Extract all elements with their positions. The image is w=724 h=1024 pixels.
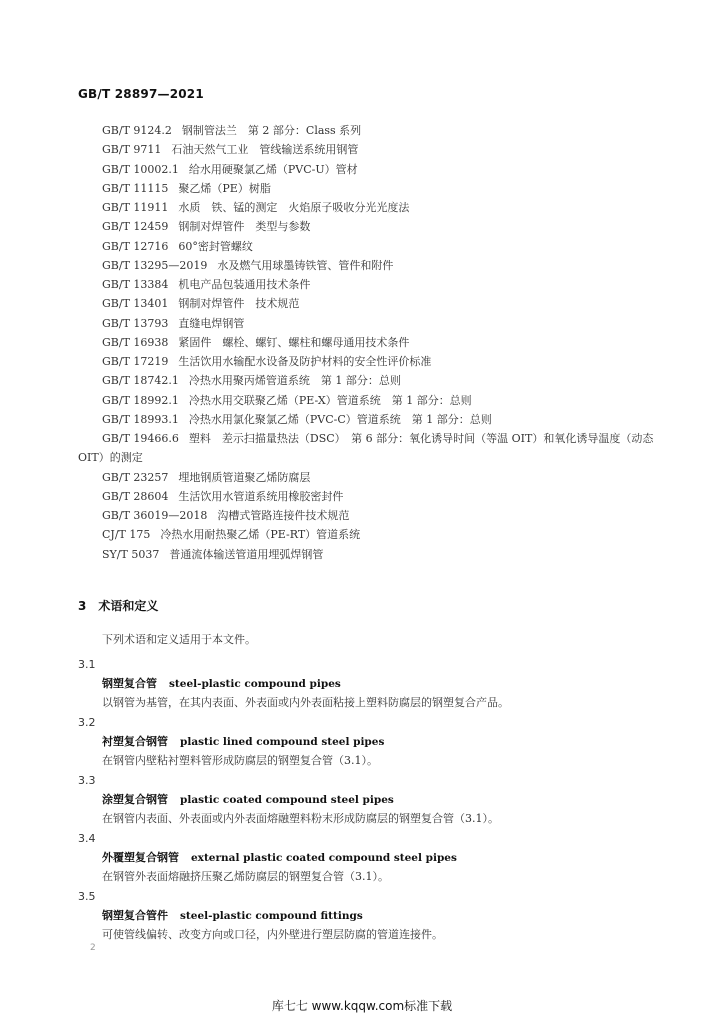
reference-code: SY/T 5037: [102, 547, 160, 561]
term-definition: 在钢管内表面、外表面或内外表面熔融塑料粉末形成防腐层的钢塑复合管（3.1）。: [102, 812, 499, 825]
reference-item: [78, 410, 678, 429]
term-name-en: steel-plastic compound fittings: [180, 910, 363, 922]
reference-item: [78, 275, 678, 294]
reference-title: 埋地钢质管道聚乙烯防腐层: [178, 470, 311, 484]
term-name-en: plastic coated compound steel pipes: [180, 794, 394, 806]
term-name: [78, 674, 678, 693]
term-entry: [78, 772, 678, 830]
reference-item: [78, 160, 678, 179]
term-name: [78, 790, 678, 809]
reference-title: 冷热水用交联聚乙烯（PE-X）管道系统 第 1 部分：总则: [188, 393, 472, 407]
standard-code-header: GB/T 28897—2021: [78, 87, 204, 101]
reference-item: [78, 545, 678, 564]
reference-title: 水质 铁、锰的测定 火焰原子吸收分光光度法: [178, 201, 410, 214]
term-name-zh: 钢塑复合管: [102, 677, 157, 690]
reference-code: GB/T 13295—2019: [102, 258, 208, 272]
term-number: 3.4: [78, 832, 96, 845]
reference-title: 冷热水用氯化聚氯乙烯（PVC-C）管道系统 第 1 部分：总则: [188, 412, 492, 426]
reference-code: GB/T 13401: [102, 297, 169, 311]
reference-code: GB/T 18742.1: [102, 374, 179, 388]
term-definition: 在钢管外表面熔融挤压聚乙烯防腐层的钢塑复合管（3.1）。: [102, 870, 389, 883]
reference-code: GB/T 19466.6: [102, 432, 179, 445]
term-definition: 可使管线偏转、改变方向或口径，内外壁进行塑层防腐的管道连接件。: [102, 928, 443, 941]
reference-item: [78, 429, 668, 468]
reference-code: GB/T 28604: [102, 489, 169, 503]
reference-code: GB/T 10002.1: [102, 162, 179, 176]
reference-item: [78, 217, 678, 236]
reference-title: 沟槽式管路连接件技术规范: [217, 509, 350, 522]
reference-item: [78, 314, 678, 333]
normative-references-list: [78, 121, 678, 564]
reference-item: [78, 391, 678, 410]
term-name-en: plastic lined compound steel pipes: [180, 736, 385, 748]
reference-title: 紧固件 螺栓、螺钉、螺柱和螺母通用技术条件: [178, 335, 410, 349]
term-name: [78, 732, 678, 751]
reference-code: GB/T 9711: [102, 143, 162, 157]
term-name: [78, 906, 678, 925]
reference-code: GB/T 13793: [102, 316, 169, 330]
term-definition: 以钢管为基管，在其内表面、外表面或内外表面粘接上塑料防腐层的钢塑复合产品。: [102, 696, 509, 709]
reference-item: [78, 237, 678, 256]
term-number: 3.5: [78, 890, 96, 903]
reference-title: 钢制对焊管件 类型与参数: [178, 220, 311, 234]
reference-title: 冷热水用耐热聚乙烯（PE-RT）管道系统: [160, 528, 361, 542]
terms-list: [78, 656, 678, 946]
reference-code: CJ/T 175: [102, 528, 151, 542]
reference-item: [78, 352, 678, 371]
reference-title: 60°密封管螺纹: [178, 239, 253, 253]
reference-code: GB/T 16938: [102, 335, 169, 349]
reference-title: 水及燃气用球墨铸铁管、管件和附件: [217, 258, 394, 272]
reference-item: [78, 256, 678, 275]
term-entry: [78, 888, 678, 946]
reference-title: 给水用硬聚氯乙烯（PVC-U）管材: [188, 162, 358, 176]
reference-code: GB/T 18992.1: [102, 393, 179, 407]
reference-title: 钢制管法兰 第 2 部分：Class 系列: [181, 124, 362, 137]
term-name-en: steel-plastic compound pipes: [169, 678, 341, 690]
reference-item: [78, 487, 678, 506]
reference-title: 塑料 差示扫描量热法（DSC） 第 6 部分：氧化诱导时间（等温 OIT）和氧化诱导温度（动态 OIT）的测定: [78, 432, 654, 465]
term-entry: [78, 714, 678, 772]
reference-code: GB/T 11115: [102, 181, 169, 195]
term-entry: [78, 656, 678, 714]
section-intro: 下列术语和定义适用于本文件。: [102, 633, 256, 646]
section-title: 术语和定义: [98, 599, 159, 613]
reference-item: [78, 468, 678, 487]
reference-item: [78, 371, 678, 390]
reference-title: 钢制对焊管件 技术规范: [178, 297, 300, 311]
term-name-zh: 钢塑复合管件: [102, 909, 168, 922]
term-entry: [78, 830, 678, 888]
reference-code: GB/T 17219: [102, 355, 169, 368]
reference-code: GB/T 12716: [102, 239, 169, 253]
term-definition: 在钢管内壁粘衬塑料管形成防腐层的钢塑复合管（3.1）。: [102, 754, 378, 767]
footer-watermark-text: 库七七 www.kqqw.com标准下载: [271, 999, 453, 1013]
reference-item: [78, 506, 678, 525]
reference-code: GB/T 23257: [102, 470, 169, 484]
reference-code: GB/T 11911: [102, 201, 169, 214]
term-name-en: external plastic coated compound steel pipes: [191, 852, 457, 864]
reference-code: GB/T 36019—2018: [102, 509, 208, 522]
reference-title: 冷热水用聚丙烯管道系统 第 1 部分：总则: [188, 374, 401, 388]
term-name-zh: 外覆塑复合钢管: [102, 851, 179, 864]
term-name-zh: 衬塑复合钢管: [102, 735, 168, 748]
term-name: [78, 848, 678, 867]
section-heading: [78, 597, 158, 614]
reference-title: 机电产品包装通用技术条件: [178, 278, 311, 291]
reference-title: 直缝电焊钢管: [178, 316, 245, 330]
page-number: 2: [90, 943, 96, 953]
section-number: 3: [78, 599, 87, 613]
reference-item: [78, 333, 678, 352]
reference-code: GB/T 13384: [102, 278, 169, 291]
reference-item: [78, 179, 678, 198]
reference-code: GB/T 9124.2: [102, 124, 172, 137]
term-name-zh: 涂塑复合钢管: [102, 793, 168, 806]
reference-code: GB/T 12459: [102, 220, 169, 234]
reference-item: [78, 140, 678, 159]
term-number: 3.1: [78, 658, 96, 671]
term-number: 3.2: [78, 716, 96, 729]
reference-item: [78, 294, 678, 313]
reference-title: 生活饮用水输配水设备及防护材料的安全性评价标准: [178, 355, 432, 368]
reference-title: 聚乙烯（PE）树脂: [178, 181, 271, 195]
reference-title: 普通流体输送管道用埋弧焊钢管: [169, 547, 324, 561]
reference-item: [78, 121, 678, 140]
reference-code: GB/T 18993.1: [102, 412, 179, 426]
reference-title: 石油天然气工业 管线输送系统用钢管: [171, 143, 359, 157]
reference-title: 生活饮用水管道系统用橡胶密封件: [178, 489, 344, 503]
term-number: 3.3: [78, 774, 96, 787]
reference-item: [78, 525, 678, 544]
reference-item: [78, 198, 678, 217]
